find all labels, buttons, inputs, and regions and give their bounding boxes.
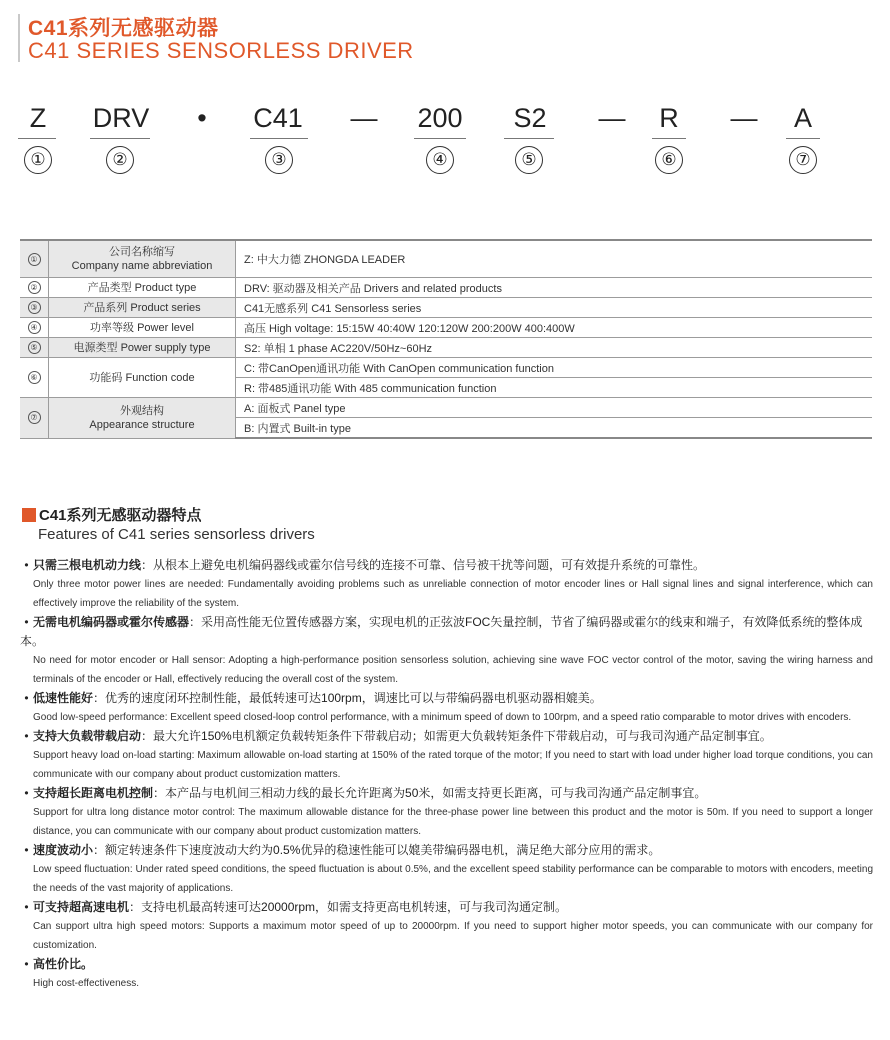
row-value: C41无感系列 C41 Sensorless series bbox=[236, 298, 873, 318]
table-row bbox=[20, 278, 872, 298]
code-underline bbox=[786, 138, 820, 139]
table-row bbox=[20, 398, 872, 418]
feature-heading: 高性价比。 bbox=[33, 957, 94, 971]
table-row bbox=[20, 318, 872, 338]
feature-heading: 支持超长距离电机控制 bbox=[33, 786, 154, 800]
code-number-2: ② bbox=[106, 146, 134, 174]
feature-text-en: Can support ultra high speed motors: Supports a maximum motor speed of up to 20000rpm. If you need to support higher motor speeds, you can communicate with our company for customization. bbox=[33, 921, 873, 951]
row-number: ③ bbox=[20, 298, 49, 318]
feature-heading: 低速性能好 bbox=[33, 691, 94, 705]
code-segment-c41: C41 bbox=[253, 103, 303, 133]
row-item: 产品类型 Product type bbox=[49, 278, 236, 298]
code-segment-a: A bbox=[793, 103, 812, 133]
bullet: • bbox=[24, 558, 29, 572]
row-number: ⑥ bbox=[20, 358, 49, 398]
code-separator-dash: — bbox=[598, 103, 626, 133]
row-item: 功能码 Function code bbox=[49, 358, 236, 398]
row-item: 电源类型 Power supply type bbox=[49, 338, 236, 358]
features-list bbox=[20, 556, 873, 993]
code-segment-s2: S2 bbox=[513, 103, 547, 133]
feature-heading: 速度波动小 bbox=[33, 843, 94, 857]
row-value: S2: 单相 1 phase AC220V/50Hz~60Hz bbox=[236, 338, 873, 358]
code-number-7: ⑦ bbox=[789, 146, 817, 174]
row-item: 产品系列 Product series bbox=[49, 298, 236, 318]
code-underline bbox=[90, 138, 150, 139]
row-item: 公司名称缩写 Company name abbreviation bbox=[49, 240, 236, 278]
table-row bbox=[20, 298, 872, 318]
bullet: • bbox=[24, 957, 29, 971]
table-row bbox=[20, 240, 872, 278]
row-item: 功率等级 Power level bbox=[49, 318, 236, 338]
feature-text-cn: ：优秀的速度闭环控制性能，最低转速可达100rpm，调速比可以与带编码器电机驱动器相媲美。 bbox=[93, 691, 602, 705]
list-item bbox=[20, 613, 873, 689]
code-underline bbox=[504, 138, 554, 139]
feature-text-cn: ：本产品与电机间三相动力线的最长允许距离为50米，如需支持更长距离，可与我司沟通产品定制事宜。 bbox=[153, 786, 707, 800]
page-title-en: C41 SERIES SENSORLESS DRIVER bbox=[28, 38, 414, 63]
list-item bbox=[20, 556, 873, 613]
code-segment-r: R bbox=[659, 103, 679, 133]
feature-text-cn: ：支持电机最高转速可达20000rpm，如需支持更高电机转速，可与我司沟通定制。 bbox=[129, 900, 568, 914]
row-value: Z: 中大力德 ZHONGDA LEADER bbox=[236, 240, 873, 278]
row-value: 高压 High voltage: 15:15W 40:40W 120:120W 200:200W 400:400W bbox=[236, 318, 873, 338]
list-item bbox=[20, 689, 873, 727]
feature-text-en: Support for ultra long distance motor control: The maximum allowable distance for the three-phase power line between this product and the motor is 50m. If you need to support a longer distance, you can communicate with our company about product customization matters. bbox=[33, 807, 873, 837]
model-code-spec-table bbox=[20, 239, 872, 439]
code-number-5: ⑤ bbox=[515, 146, 543, 174]
code-separator-dash: — bbox=[730, 103, 758, 133]
feature-heading: 可支持超高速电机 bbox=[33, 900, 130, 914]
row-number: ⑤ bbox=[20, 338, 49, 358]
page-title-cn: C41系列无感驱动器 bbox=[28, 17, 219, 40]
code-separator-dash: — bbox=[350, 103, 378, 133]
row-number: ② bbox=[20, 278, 49, 298]
feature-text-cn: ：从根本上避免电机编码器线或霍尔信号线的连接不可靠、信号被干扰等问题，可有效提升系统的可靠性。 bbox=[141, 558, 706, 572]
row-value: A: 面板式 Panel type bbox=[236, 398, 873, 418]
row-number: ④ bbox=[20, 318, 49, 338]
bullet: • bbox=[24, 786, 29, 800]
code-number-3: ③ bbox=[265, 146, 293, 174]
feature-text-cn: ：额定转速条件下速度波动大约为0.5%优异的稳速性能可以媲美带编码器电机，满足绝大部分应用的需求。 bbox=[93, 843, 661, 857]
feature-text-en: Support heavy load on-load starting: Maximum allowable on-load starting at 150% of the rated torque of the motor; If you need to start with load under higher load torque conditions, you can communicate with our company about product customization matters. bbox=[33, 750, 873, 780]
feature-text-en: High cost-effectiveness. bbox=[33, 978, 139, 989]
section-title-en: Features of C41 series sensorless drivers bbox=[38, 526, 315, 543]
bullet: • bbox=[24, 615, 29, 629]
feature-text-cn: ：采用高性能无位置传感器方案，实现电机的正弦波FOC矢量控制，节省了编码器或霍尔的线束和端子，有效降低系统的整体成本。 bbox=[20, 615, 863, 648]
table-row bbox=[20, 338, 872, 358]
feature-heading: 支持大负载带载启动 bbox=[33, 729, 142, 743]
feature-text-en: Good low-speed performance: Excellent speed closed-loop control performance, with a minimum speed of down to 100rpm, and a speed ratio comparable to motor drives with encoders. bbox=[33, 712, 852, 723]
row-value: R: 带485通讯功能 With 485 communication function bbox=[236, 378, 873, 398]
code-underline bbox=[18, 138, 56, 139]
list-item bbox=[20, 898, 873, 955]
feature-text-cn: ：最大允许150%电机额定负载转矩条件下带载启动；如需更大负载转矩条件下带载启动，可与我司沟通产品定制事宜。 bbox=[141, 729, 772, 743]
feature-text-en: Low speed fluctuation: Under rated speed conditions, the speed fluctuation is about 0.5%, and the excellent speed stability performance can be comparable to motors with encoders, meeting the needs of the vast majority of applications. bbox=[33, 864, 873, 894]
code-underline bbox=[414, 138, 466, 139]
bullet: • bbox=[24, 691, 29, 705]
bullet: • bbox=[24, 900, 29, 914]
row-number: ⑦ bbox=[20, 398, 49, 439]
bullet: • bbox=[24, 729, 29, 743]
code-segment-z: Z bbox=[29, 103, 47, 133]
code-number-6: ⑥ bbox=[655, 146, 683, 174]
bullet: • bbox=[24, 843, 29, 857]
feature-text-en: No need for motor encoder or Hall sensor: Adopting a high-performance position sensorless solution, achieving sine wave FOC vector control of the motor, saving the wiring harness and terminals of the encoder or Hall, effectively reducing the overall cost of the system. bbox=[33, 655, 873, 685]
code-number-1: ① bbox=[24, 146, 52, 174]
code-segment-200: 200 bbox=[417, 103, 463, 133]
list-item bbox=[20, 841, 873, 898]
code-underline bbox=[250, 138, 308, 139]
list-item bbox=[20, 784, 873, 841]
code-separator-dot: • bbox=[197, 103, 207, 133]
list-item bbox=[20, 727, 873, 784]
row-number: ① bbox=[20, 240, 49, 278]
row-item: 外观结构 Appearance structure bbox=[49, 398, 236, 439]
feature-text-en: Only three motor power lines are needed: Fundamentally avoiding problems such as unreliable connection of motor encoder lines or Hall signal lines and signal interference, which can effectively improve the reliability of the system. bbox=[33, 579, 873, 609]
feature-heading: 只需三根电机动力线 bbox=[33, 558, 142, 572]
code-segment-drv: DRV bbox=[92, 103, 150, 133]
code-number-4: ④ bbox=[426, 146, 454, 174]
row-value: DRV: 驱动器及相关产品 Drivers and related products bbox=[236, 278, 873, 298]
code-underline bbox=[652, 138, 686, 139]
table-row bbox=[20, 358, 872, 378]
row-value: C: 带CanOpen通讯功能 With CanOpen communication function bbox=[236, 358, 873, 378]
feature-heading: 无需电机编码器或霍尔传感器 bbox=[33, 615, 190, 629]
row-value: B: 内置式 Built-in type bbox=[236, 418, 873, 439]
header-accent-bar bbox=[18, 14, 20, 62]
section-title-cn: C41系列无感驱动器特点 bbox=[39, 507, 202, 524]
section-marker-square bbox=[22, 508, 36, 522]
list-item bbox=[20, 955, 873, 993]
